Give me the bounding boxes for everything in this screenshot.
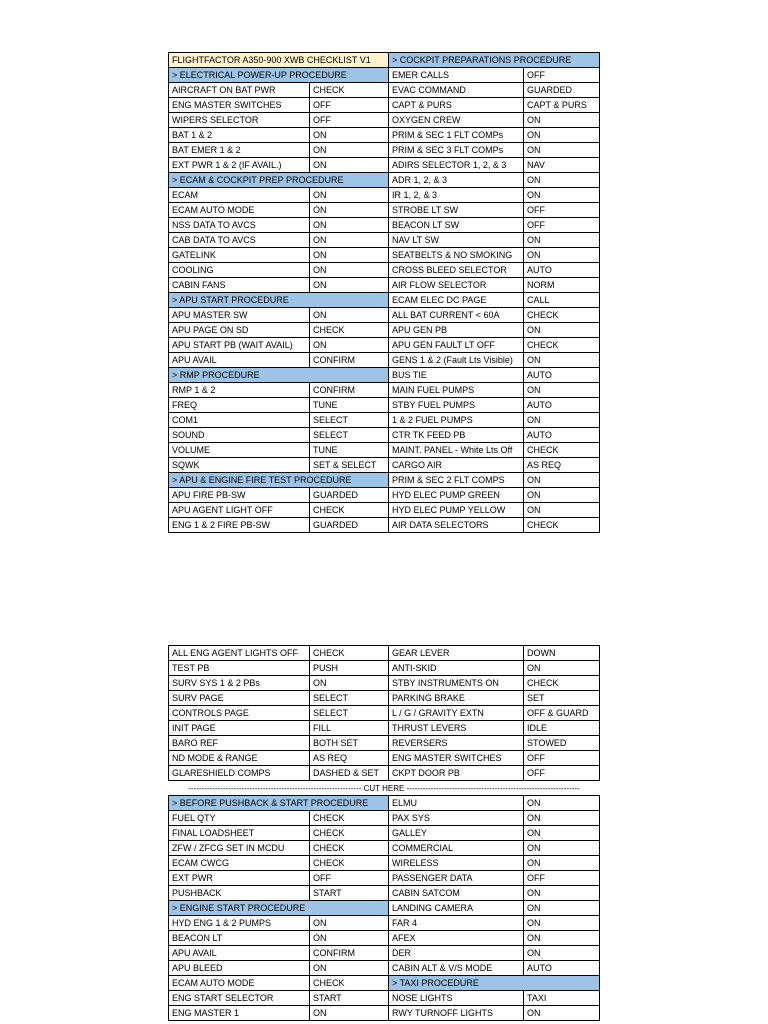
table-row [169, 916, 600, 931]
checklist-item: PAX SYS [389, 811, 524, 826]
checklist-item: FAR 4 [389, 916, 524, 931]
checklist-action: SELECT [310, 413, 389, 428]
section-header: > APU START PROCEDURE [169, 293, 389, 308]
checklist-action: SET & SELECT [310, 458, 389, 473]
checklist-action: ON [524, 661, 600, 676]
checklist-item: ALL BAT CURRENT < 60A [389, 308, 524, 323]
checklist-item: COOLING [169, 263, 310, 278]
checklist-item: ENG MASTER SWITCHES [389, 751, 524, 766]
table-row [169, 458, 600, 473]
checklist-action: AUTO [524, 398, 600, 413]
checklist-action: CALL [524, 293, 600, 308]
section-header: > APU & ENGINE FIRE TEST PROCEDURE [169, 473, 389, 488]
table-row [169, 68, 600, 83]
section-header: > RMP PROCEDURE [169, 368, 389, 383]
section-header: > ELECTRICAL POWER-UP PROCEDURE [169, 68, 389, 83]
checklist-item: ECAM AUTO MODE [169, 203, 310, 218]
checklist-item: THRUST LEVERS [389, 721, 524, 736]
table-row [169, 203, 600, 218]
checklist-item: WIRELESS [389, 856, 524, 871]
checklist-action: OFF [524, 68, 600, 83]
checklist-item: PUSHBACK [169, 886, 310, 901]
table-row [169, 158, 600, 173]
checklist-action: ON [310, 203, 389, 218]
checklist-item: PARKING BRAKE [389, 691, 524, 706]
checklist-action: ON [524, 796, 600, 811]
checklist-action: CHECK [524, 443, 600, 458]
checklist-action: OFF [524, 203, 600, 218]
checklist-action: ON [524, 931, 600, 946]
checklist-item: GATELINK [169, 248, 310, 263]
checklist-item: HYD ELEC PUMP GREEN [389, 488, 524, 503]
checklist-item: 1 & 2 FUEL PUMPS [389, 413, 524, 428]
table-row [169, 646, 600, 661]
table-row [169, 233, 600, 248]
table-row [169, 856, 600, 871]
checklist-action: ON [524, 1006, 600, 1021]
checklist-action: CAPT & PURS [524, 98, 600, 113]
checklist-item: COM1 [169, 413, 310, 428]
checklist-action: OFF [524, 218, 600, 233]
section-header: > ENGINE START PROCEDURE [169, 901, 389, 916]
checklist-table-bottom [168, 645, 600, 1021]
checklist-item: APU AVAIL [169, 946, 310, 961]
checklist-action: ON [524, 113, 600, 128]
checklist-item: APU AGENT LIGHT OFF [169, 503, 310, 518]
checklist-item: OXYGEN CREW [389, 113, 524, 128]
table-row [169, 128, 600, 143]
checklist-action: CHECK [310, 83, 389, 98]
table-row [169, 841, 600, 856]
checklist-item: CAPT & PURS [389, 98, 524, 113]
checklist-action: ON [310, 278, 389, 293]
checklist-item: CARGO AIR [389, 458, 524, 473]
checklist-item: STBY FUEL PUMPS [389, 398, 524, 413]
checklist-item: SOUND [169, 428, 310, 443]
checklist-item: LANDING CAMERA [389, 901, 524, 916]
checklist-item: VOLUME [169, 443, 310, 458]
checklist-action: CHECK [310, 841, 389, 856]
checklist-item: MAIN FUEL PUMPS [389, 383, 524, 398]
checklist-action: DOWN [524, 646, 600, 661]
checklist-item: RMP 1 & 2 [169, 383, 310, 398]
checklist-action: ON [310, 263, 389, 278]
checklist-item: AFEX [389, 931, 524, 946]
table-row [169, 248, 600, 263]
checklist-action: BOTH SET [310, 736, 389, 751]
checklist-item: ENG MASTER SWITCHES [169, 98, 310, 113]
checklist-item: AIR FLOW SELECTOR [389, 278, 524, 293]
checklist-action: ON [524, 856, 600, 871]
checklist-item: NOSE LIGHTS [389, 991, 524, 1006]
checklist-action: ON [524, 473, 600, 488]
table-row [169, 323, 600, 338]
checklist-action: OFF [310, 113, 389, 128]
checklist-action: ON [310, 248, 389, 263]
checklist-action: START [310, 991, 389, 1006]
section-header: > COCKPIT PREPARATIONS PROCEDURE [389, 53, 600, 68]
checklist-item: CKPT DOOR PB [389, 766, 524, 781]
table-row [169, 383, 600, 398]
checklist-action: ON [524, 128, 600, 143]
checklist-item: CABIN ALT & V/S MODE [389, 961, 524, 976]
checklist-action: ON [524, 946, 600, 961]
checklist-item: ADIRS SELECTOR 1, 2, & 3 [389, 158, 524, 173]
checklist-item: WIPERS SELECTOR [169, 113, 310, 128]
checklist-action: ON [524, 383, 600, 398]
table-row [169, 706, 600, 721]
checklist-action: OFF [524, 766, 600, 781]
checklist-action: GUARDED [524, 83, 600, 98]
checklist-item: BAT 1 & 2 [169, 128, 310, 143]
table-row [169, 931, 600, 946]
checklist-item: ND MODE & RANGE [169, 751, 310, 766]
table-row [169, 766, 600, 781]
table-row [169, 353, 600, 368]
checklist-action: CONFIRM [310, 383, 389, 398]
checklist-action: CHECK [310, 503, 389, 518]
checklist-item: PRIM & SEC 2 FLT COMPS [389, 473, 524, 488]
checklist-item: BEACON LT [169, 931, 310, 946]
checklist-action: ON [310, 338, 389, 353]
checklist-item: SURV PAGE [169, 691, 310, 706]
checklist-action: OFF [310, 98, 389, 113]
checklist-action: TAXI [524, 991, 600, 1006]
checklist-action: CHECK [310, 856, 389, 871]
table-row [169, 976, 600, 991]
checklist-action: CHECK [310, 811, 389, 826]
checklist-item: ANTI-SKID [389, 661, 524, 676]
checklist-item: ELMU [389, 796, 524, 811]
checklist-action: AUTO [524, 368, 600, 383]
checklist-action: ON [524, 188, 600, 203]
checklist-action: ON [524, 488, 600, 503]
checklist-table-top [168, 52, 600, 533]
checklist-item: REVERSERS [389, 736, 524, 751]
checklist-action: ON [310, 916, 389, 931]
section-header: > TAXI PROCEDURE [389, 976, 600, 991]
checklist-item: HYD ENG 1 & 2 PUMPS [169, 916, 310, 931]
table-row [169, 98, 600, 113]
checklist-action: IDLE [524, 721, 600, 736]
checklist-item: PASSENGER DATA [389, 871, 524, 886]
checklist-action: OFF [524, 871, 600, 886]
checklist-item: SURV SYS 1 & 2 PBs [169, 676, 310, 691]
checklist-action: SET [524, 691, 600, 706]
checklist-action: ON [524, 353, 600, 368]
checklist-action: ON [524, 811, 600, 826]
checklist-item: PRIM & SEC 3 FLT COMPs [389, 143, 524, 158]
checklist-item: ZFW / ZFCG SET IN MCDU [169, 841, 310, 856]
table-row [169, 338, 600, 353]
checklist-action: TUNE [310, 398, 389, 413]
checklist-action: AUTO [524, 263, 600, 278]
checklist-action: ON [524, 143, 600, 158]
checklist-action: ON [310, 128, 389, 143]
checklist-action: ON [524, 248, 600, 263]
checklist-action: CHECK [524, 518, 600, 533]
checklist-action: GUARDED [310, 488, 389, 503]
table-row [169, 518, 600, 533]
table-row [169, 53, 600, 68]
checklist-item: BARO REF [169, 736, 310, 751]
checklist-action: DASHED & SET [310, 766, 389, 781]
table-row [169, 398, 600, 413]
checklist-item: AIR DATA SELECTORS [389, 518, 524, 533]
checklist-item: APU GEN FAULT LT OFF [389, 338, 524, 353]
checklist-item: GEAR LEVER [389, 646, 524, 661]
checklist-item: ECAM AUTO MODE [169, 976, 310, 991]
checklist-action: ON [310, 143, 389, 158]
checklist-item: TEST PB [169, 661, 310, 676]
checklist-item: APU BLEED [169, 961, 310, 976]
checklist-item: ALL ENG AGENT LIGHTS OFF [169, 646, 310, 661]
checklist-item: AIRCRAFT ON BAT PWR [169, 83, 310, 98]
table-row [169, 293, 600, 308]
checklist-item: EXT PWR [169, 871, 310, 886]
checklist-bottom-body [169, 646, 600, 1021]
checklist-item: RWY TURNOFF LIGHTS [389, 1006, 524, 1021]
table-row [169, 676, 600, 691]
checklist-action: ON [524, 886, 600, 901]
table-row [169, 796, 600, 811]
table-row [169, 721, 600, 736]
checklist-item: ENG MASTER 1 [169, 1006, 310, 1021]
checklist-item: GLARESHIELD COMPS [169, 766, 310, 781]
table-row [169, 961, 600, 976]
checklist-item: STROBE LT SW [389, 203, 524, 218]
checklist-action: NORM [524, 278, 600, 293]
cut-here-divider: ----------------------------------------------------------------- CUT HERE ----------------------------------------------------------------- [169, 781, 600, 796]
table-row [169, 946, 600, 961]
checklist-action: AS REQ [524, 458, 600, 473]
table-row [169, 263, 600, 278]
checklist-item: L / G / GRAVITY EXTN [389, 706, 524, 721]
checklist-action: ON [524, 841, 600, 856]
checklist-item: SQWK [169, 458, 310, 473]
checklist-item: NSS DATA TO AVCS [169, 218, 310, 233]
checklist-action: SELECT [310, 691, 389, 706]
checklist-action: TUNE [310, 443, 389, 458]
checklist-item: NAV LT SW [389, 233, 524, 248]
checklist-item: HYD ELEC PUMP YELLOW [389, 503, 524, 518]
checklist-item: MAINT. PANEL - White Lts Off [389, 443, 524, 458]
checklist-action: CHECK [524, 676, 600, 691]
checklist-action: CHECK [310, 646, 389, 661]
checklist-action: ON [524, 901, 600, 916]
checklist-item: GALLEY [389, 826, 524, 841]
table-row [169, 503, 600, 518]
checklist-item: STBY INSTRUMENTS ON [389, 676, 524, 691]
table-row [169, 113, 600, 128]
checklist-action: STOWED [524, 736, 600, 751]
checklist-item: CABIN FANS [169, 278, 310, 293]
checklist-item: APU FIRE PB-SW [169, 488, 310, 503]
checklist-item: ADR 1, 2, & 3 [389, 173, 524, 188]
table-row [169, 413, 600, 428]
table-row [169, 826, 600, 841]
checklist-item: INIT PAGE [169, 721, 310, 736]
table-row [169, 736, 600, 751]
checklist-item: APU GEN PB [389, 323, 524, 338]
table-row [169, 188, 600, 203]
checklist-item: EMER CALLS [389, 68, 524, 83]
checklist-item: APU PAGE ON SD [169, 323, 310, 338]
checklist-item: CONTROLS PAGE [169, 706, 310, 721]
table-row [169, 428, 600, 443]
checklist-item: BEACON LT SW [389, 218, 524, 233]
checklist-title: FLIGHTFACTOR A350-900 XWB CHECKLIST V1 [169, 53, 389, 68]
checklist-action: GUARDED [310, 518, 389, 533]
checklist-action: ON [310, 308, 389, 323]
checklist-action: ON [524, 233, 600, 248]
checklist-action: AS REQ [310, 751, 389, 766]
table-row [169, 691, 600, 706]
checklist-item: ENG 1 & 2 FIRE PB-SW [169, 518, 310, 533]
checklist-action: AUTO [524, 961, 600, 976]
checklist-action: OFF & GUARD [524, 706, 600, 721]
table-row [169, 368, 600, 383]
checklist-action: CHECK [310, 323, 389, 338]
checklist-action: ON [310, 218, 389, 233]
table-row [169, 443, 600, 458]
checklist-item: DER [389, 946, 524, 961]
checklist-action: CHECK [310, 826, 389, 841]
table-row [169, 811, 600, 826]
checklist-action: OFF [310, 871, 389, 886]
checklist-item: CABIN SATCOM [389, 886, 524, 901]
checklist-item: CAB DATA TO AVCS [169, 233, 310, 248]
checklist-item: ECAM CWCG [169, 856, 310, 871]
table-row [169, 901, 600, 916]
checklist-item: GENS 1 & 2 (Fault Lts Visible) [389, 353, 524, 368]
checklist-action: NAV [524, 158, 600, 173]
section-header: > BEFORE PUSHBACK & START PROCEDURE [169, 796, 389, 811]
checklist-item: CTR TK FEED PB [389, 428, 524, 443]
checklist-action: ON [310, 1006, 389, 1021]
table-row [169, 661, 600, 676]
checklist-action: ON [310, 233, 389, 248]
checklist-action: ON [524, 916, 600, 931]
table-row [169, 1006, 600, 1021]
checklist-item: EVAC COMMAND [389, 83, 524, 98]
table-row [169, 781, 600, 796]
checklist-action: PUSH [310, 661, 389, 676]
table-row [169, 308, 600, 323]
section-header: > ECAM & COCKPIT PREP PROCEDURE [169, 173, 389, 188]
checklist-item: PRIM & SEC 1 FLT COMPs [389, 128, 524, 143]
checklist-action: AUTO [524, 428, 600, 443]
checklist-item: ENG START SELECTOR [169, 991, 310, 1006]
checklist-action: ON [524, 826, 600, 841]
checklist-item: APU MASTER SW [169, 308, 310, 323]
checklist-action: SELECT [310, 706, 389, 721]
checklist-item: IR 1, 2, & 3 [389, 188, 524, 203]
checklist-item: BAT EMER 1 & 2 [169, 143, 310, 158]
table-row [169, 886, 600, 901]
checklist-action: OFF [524, 751, 600, 766]
checklist-action: ON [310, 931, 389, 946]
checklist-item: CROSS BLEED SELECTOR [389, 263, 524, 278]
checklist-action: START [310, 886, 389, 901]
checklist-action: ON [310, 961, 389, 976]
checklist-item: COMMERCIAL [389, 841, 524, 856]
table-row [169, 871, 600, 886]
checklist-item: BUS TIE [389, 368, 524, 383]
checklist-item: APU AVAIL [169, 353, 310, 368]
table-row [169, 83, 600, 98]
table-row [169, 173, 600, 188]
checklist-item: ECAM ELEC DC PAGE [389, 293, 524, 308]
table-row [169, 751, 600, 766]
checklist-action: ON [310, 188, 389, 203]
checklist-item: FINAL LOADSHEET [169, 826, 310, 841]
checklist-item: FUEL QTY [169, 811, 310, 826]
table-row [169, 278, 600, 293]
checklist-action: ON [310, 676, 389, 691]
table-row [169, 473, 600, 488]
checklist-item: APU START PB (WAIT AVAIL) [169, 338, 310, 353]
checklist-action: ON [524, 413, 600, 428]
checklist-action: ON [524, 503, 600, 518]
table-row [169, 488, 600, 503]
checklist-action: CHECK [524, 338, 600, 353]
table-row [169, 991, 600, 1006]
checklist-action: ON [310, 158, 389, 173]
checklist-item: EXT PWR 1 & 2 (IF AVAIL.) [169, 158, 310, 173]
checklist-item: SEATBELTS & NO SMOKING [389, 248, 524, 263]
checklist-action: FILL [310, 721, 389, 736]
checklist-action: CONFIRM [310, 353, 389, 368]
checklist-item: FREQ [169, 398, 310, 413]
checklist-action: ON [524, 323, 600, 338]
checklist-top-body [169, 53, 600, 533]
checklist-action: CONFIRM [310, 946, 389, 961]
checklist-action: ON [524, 173, 600, 188]
checklist-action: SELECT [310, 428, 389, 443]
checklist-action: CHECK [524, 308, 600, 323]
table-row [169, 143, 600, 158]
checklist-item: ECAM [169, 188, 310, 203]
checklist-action: CHECK [310, 976, 389, 991]
table-row [169, 218, 600, 233]
